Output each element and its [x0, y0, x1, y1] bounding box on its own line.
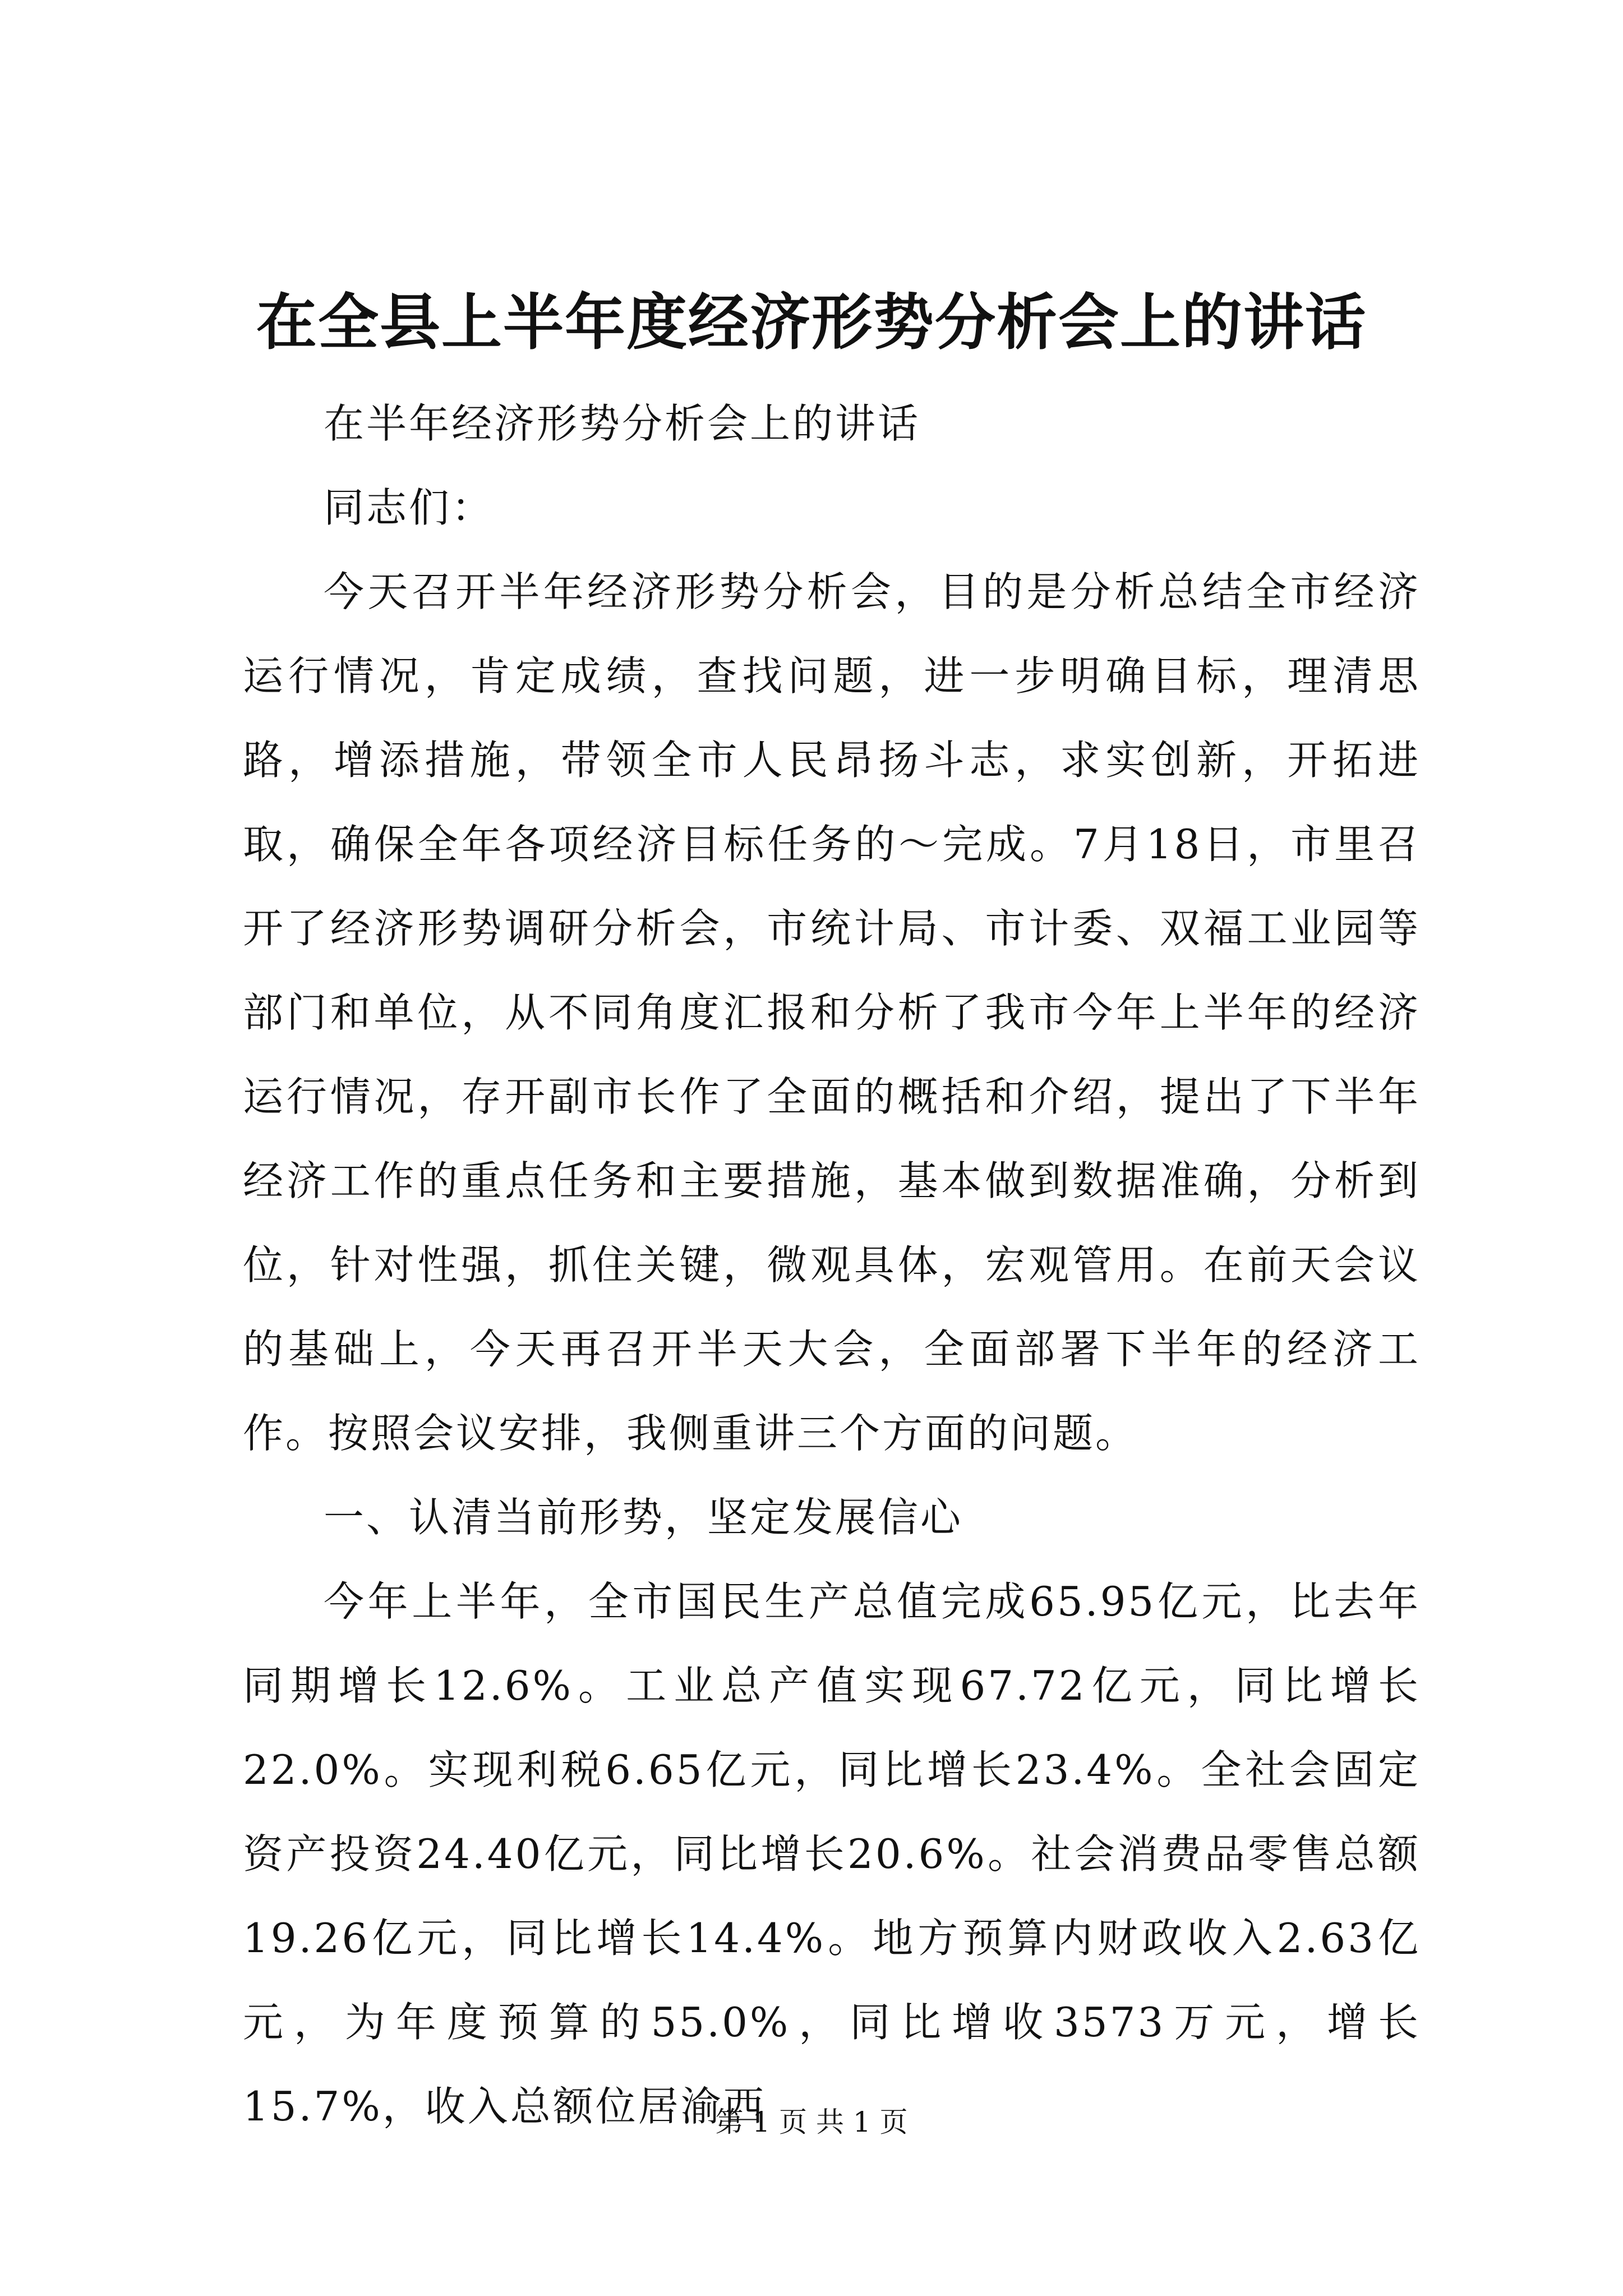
- section-heading-1: 一、认清当前形势，坚定发展信心: [324, 1494, 963, 1541]
- document-title: 在全县上半年度经济形势分析会上的讲话: [256, 287, 1367, 358]
- paragraph-economic-data: 今年上半年，全市国民生产总值完成65.95亿元，比去年同期增长12.6%。工业总产值实现67.72亿元，同比增长22.0%。实现利税6.65亿元，同比增长23.4%。全社会固定资产投资24.40亿元，同比增长20.6%。社会消费品零售总额19.26亿元，同比增长14.4%。地方预算内财政收入2.63亿元，为年度预算的55.0%，同比增收3573万元，增长15.7%，收入总额位居渝西: [243, 1578, 1421, 2130]
- subtitle-line: 在半年经济形势分析会上的讲话: [324, 400, 921, 447]
- paragraph-intro: 今天召开半年经济形势分析会，目的是分析总结全市经济运行情况，肯定成绩，查找问题，进一步明确目标，理清思路，增添措施，带领全市人民昂扬斗志，求实创新，开拓进取，确保全年各项经济目标任务的～完成。7月18日，市里召开了经济形势调研分析会，市统计局、市计委、双福工业园等部门和单位，从不同角度汇报和分析了我市今年上半年的经济运行情况，存开副市长作了全面的概括和介绍，提出了下半年经济工作的重点任务和主要措施，基本做到数据准确，分析到位，针对性强，抓住关键，微观具体，宏观管用。在前天会议的基础上，今天再召开半天大会，全面部署下半年的经济工作。按照会议安排，我侧重讲三个方面的问题。: [243, 568, 1421, 1457]
- salutation-line: 同志们：: [324, 484, 495, 531]
- page-footer: 第 1 页 共 1 页: [715, 2106, 908, 2138]
- document-body: [243, 381, 1421, 2148]
